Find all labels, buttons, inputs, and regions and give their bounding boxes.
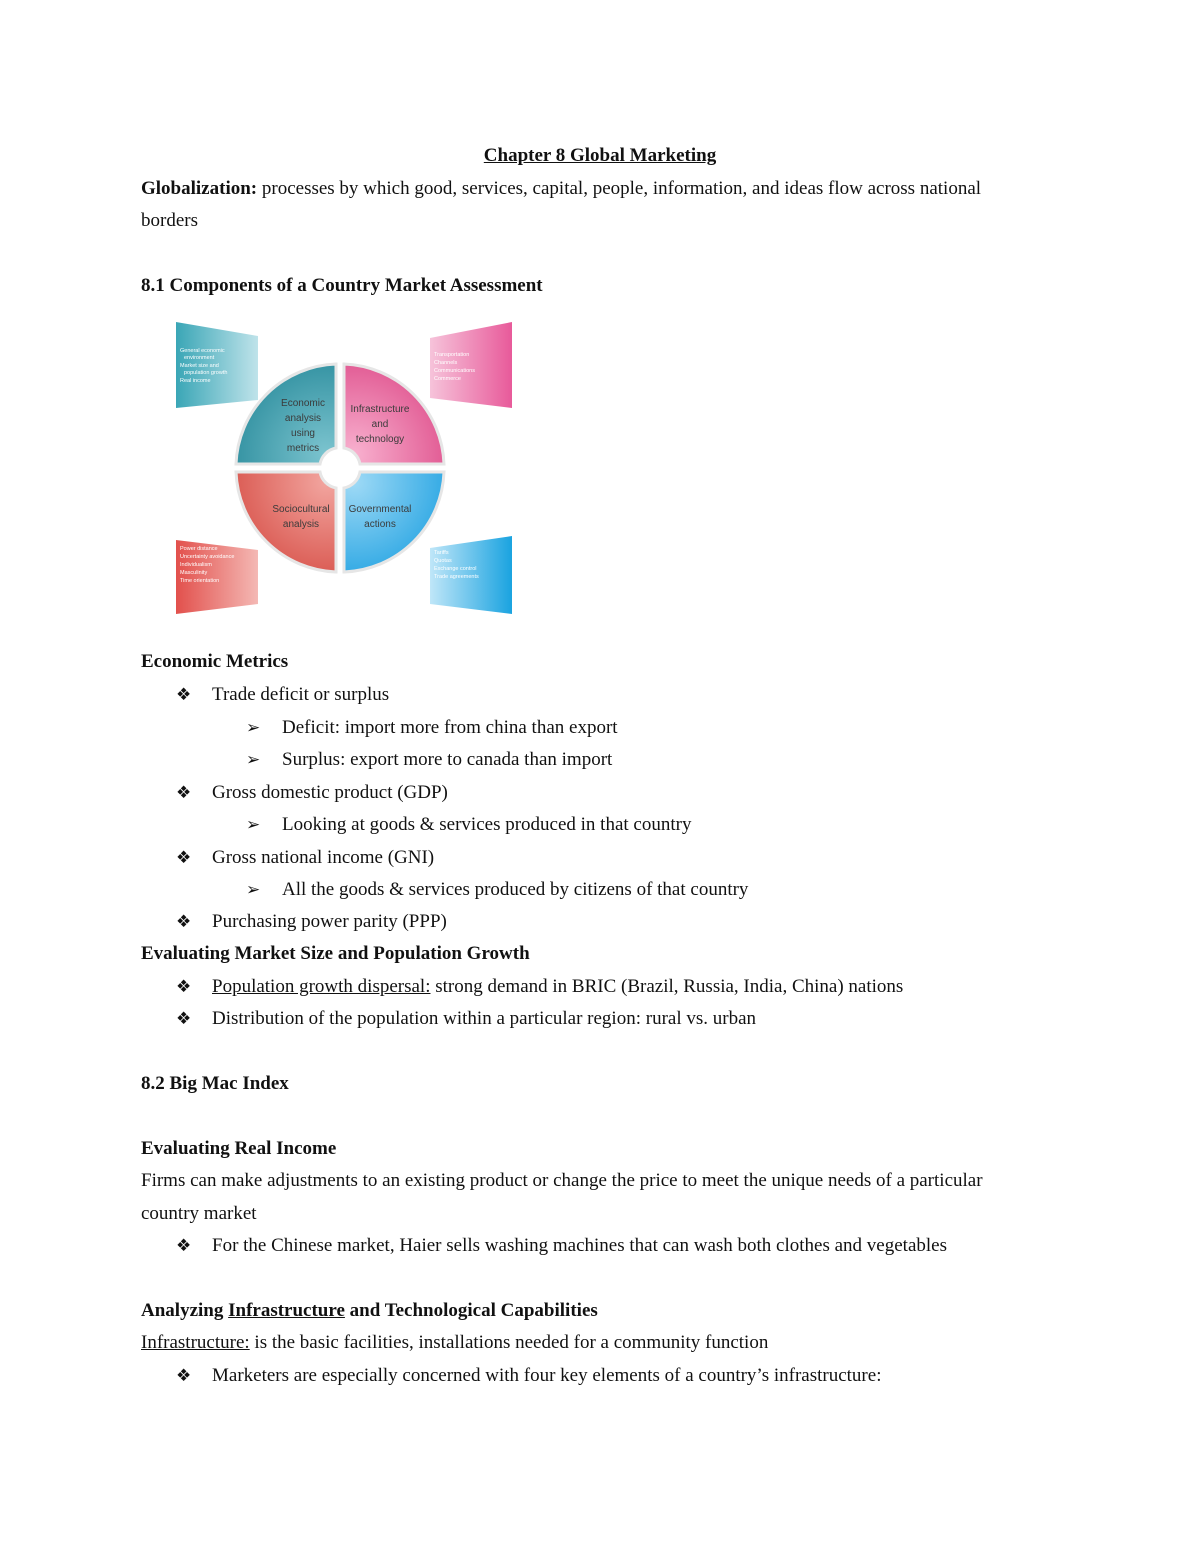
box-gov-item: Trade agreements — [434, 574, 479, 580]
box-economic-item: Market size and — [180, 363, 219, 369]
market-size-heading: Evaluating Market Size and Population Growth — [141, 943, 530, 964]
infrastructure-def-text: is the basic facilities, installations needed for a community function — [249, 1332, 769, 1353]
quadrant-economic-label: using — [291, 428, 315, 439]
real-income-text-cont: country market — [141, 1203, 257, 1224]
arrow-bullet-icon: ➢ — [246, 718, 261, 737]
infrastructure-heading-pre: Analyzing — [141, 1300, 229, 1321]
box-socio-item: Time orientation — [180, 578, 220, 584]
infrastructure-def-term: Infrastructure: — [141, 1332, 250, 1353]
diamond-bullet-icon: ❖ — [176, 977, 192, 996]
globalization-text: processes by which good, services, capital, people, information, and ideas flow across national — [257, 178, 982, 199]
diamond-bullet-icon: ❖ — [176, 1366, 192, 1385]
infrastructure-heading — [141, 1299, 598, 1323]
section-heading-8-2: 8.2 Big Mac Index — [141, 1073, 289, 1094]
box-infra-item: Commerce — [434, 376, 461, 382]
list-item: Gross domestic product (GDP) — [212, 782, 448, 803]
list-item: Distribution of the population within a particular region: rural vs. urban — [212, 1008, 757, 1029]
globalization-definition — [141, 177, 981, 201]
box-socio-item: Individualism — [180, 562, 212, 568]
list-item: Trade deficit or surplus — [212, 684, 390, 705]
diamond-bullet-icon: ❖ — [176, 848, 192, 867]
diamond-bullet-icon: ❖ — [176, 1009, 192, 1028]
economic-metrics-heading: Economic Metrics — [141, 651, 289, 672]
section-heading-8-1: 8.1 Components of a Country Market Assessment — [141, 275, 543, 296]
diamond-bullet-icon: ❖ — [176, 685, 192, 704]
arrow-bullet-icon: ➢ — [246, 815, 261, 834]
box-economic-item: Real income — [180, 378, 211, 384]
country-market-assessment-diagram — [170, 318, 542, 630]
infrastructure-heading-term: Infrastructure — [228, 1300, 345, 1321]
quadrant-infrastructure-label: Infrastructure — [350, 404, 410, 415]
infrastructure-heading-post: and Technological Capabilities — [344, 1300, 598, 1321]
box-infra-item: Communications — [434, 368, 475, 374]
diamond-bullet-icon: ❖ — [176, 912, 192, 931]
globalization-text-cont: borders — [141, 210, 198, 231]
arrow-bullet-icon: ➢ — [246, 880, 261, 899]
quadrant-infrastructure-label: technology — [355, 434, 405, 445]
diamond-bullet-icon: ❖ — [176, 783, 192, 802]
quadrant-economic-label: metrics — [286, 443, 320, 454]
list-item: Purchasing power parity (PPP) — [212, 911, 447, 932]
arrow-bullet-icon: ➢ — [246, 750, 261, 769]
infrastructure-definition — [141, 1331, 768, 1355]
quadrant-economic-label: analysis — [284, 413, 322, 424]
quadrant-economic-label: Economic — [281, 398, 325, 409]
box-socio-item: Power distance — [180, 546, 218, 552]
box-economic-item: environment — [184, 355, 215, 361]
list-item: Gross national income (GNI) — [212, 847, 435, 868]
box-socio-item: Masculinity — [180, 570, 208, 576]
list-item: Looking at goods & services produced in that country — [282, 814, 692, 835]
quadrant-sociocultural-label: analysis — [282, 519, 320, 530]
box-infra-item: Transportation — [434, 352, 470, 358]
box-economic-item: population growth — [184, 370, 228, 376]
list-item: Surplus: export more to canada than import — [282, 749, 613, 770]
quadrant-governmental-label: actions — [364, 519, 396, 530]
list-item — [212, 975, 903, 999]
box-infra-item: Channels — [434, 360, 458, 366]
box-gov-item: Exchange control — [434, 566, 477, 572]
quadrant-infrastructure-label: and — [371, 419, 389, 430]
quadrant-governmental-label: Governmental — [348, 504, 412, 515]
real-income-heading: Evaluating Real Income — [141, 1138, 337, 1159]
page-title: Chapter 8 Global Marketing — [483, 145, 717, 166]
box-socio-item: Uncertainty avoidance — [180, 554, 235, 560]
box-gov-item: Quotas — [434, 558, 452, 564]
list-item: Deficit: import more from china than export — [282, 717, 618, 738]
population-growth-term: Population growth dispersal: — [212, 976, 431, 997]
diamond-bullet-icon: ❖ — [176, 1236, 192, 1255]
list-item: Marketers are especially concerned with four key elements of a country’s infrastructure: — [212, 1365, 882, 1386]
quadrant-sociocultural-label: Sociocultural — [272, 504, 330, 515]
box-economic-item: General economic — [180, 348, 225, 354]
population-growth-text: strong demand in BRIC (Brazil, Russia, India, China) nations — [430, 976, 904, 997]
globalization-term: Globalization: — [141, 178, 258, 199]
list-item: For the Chinese market, Haier sells washing machines that can wash both clothes and vegetables — [212, 1235, 947, 1256]
real-income-text: Firms can make adjustments to an existing product or change the price to meet the unique needs of a particular — [141, 1170, 983, 1191]
box-gov-item: Tariffs — [434, 550, 449, 556]
list-item: All the goods & services produced by citizens of that country — [282, 879, 749, 900]
